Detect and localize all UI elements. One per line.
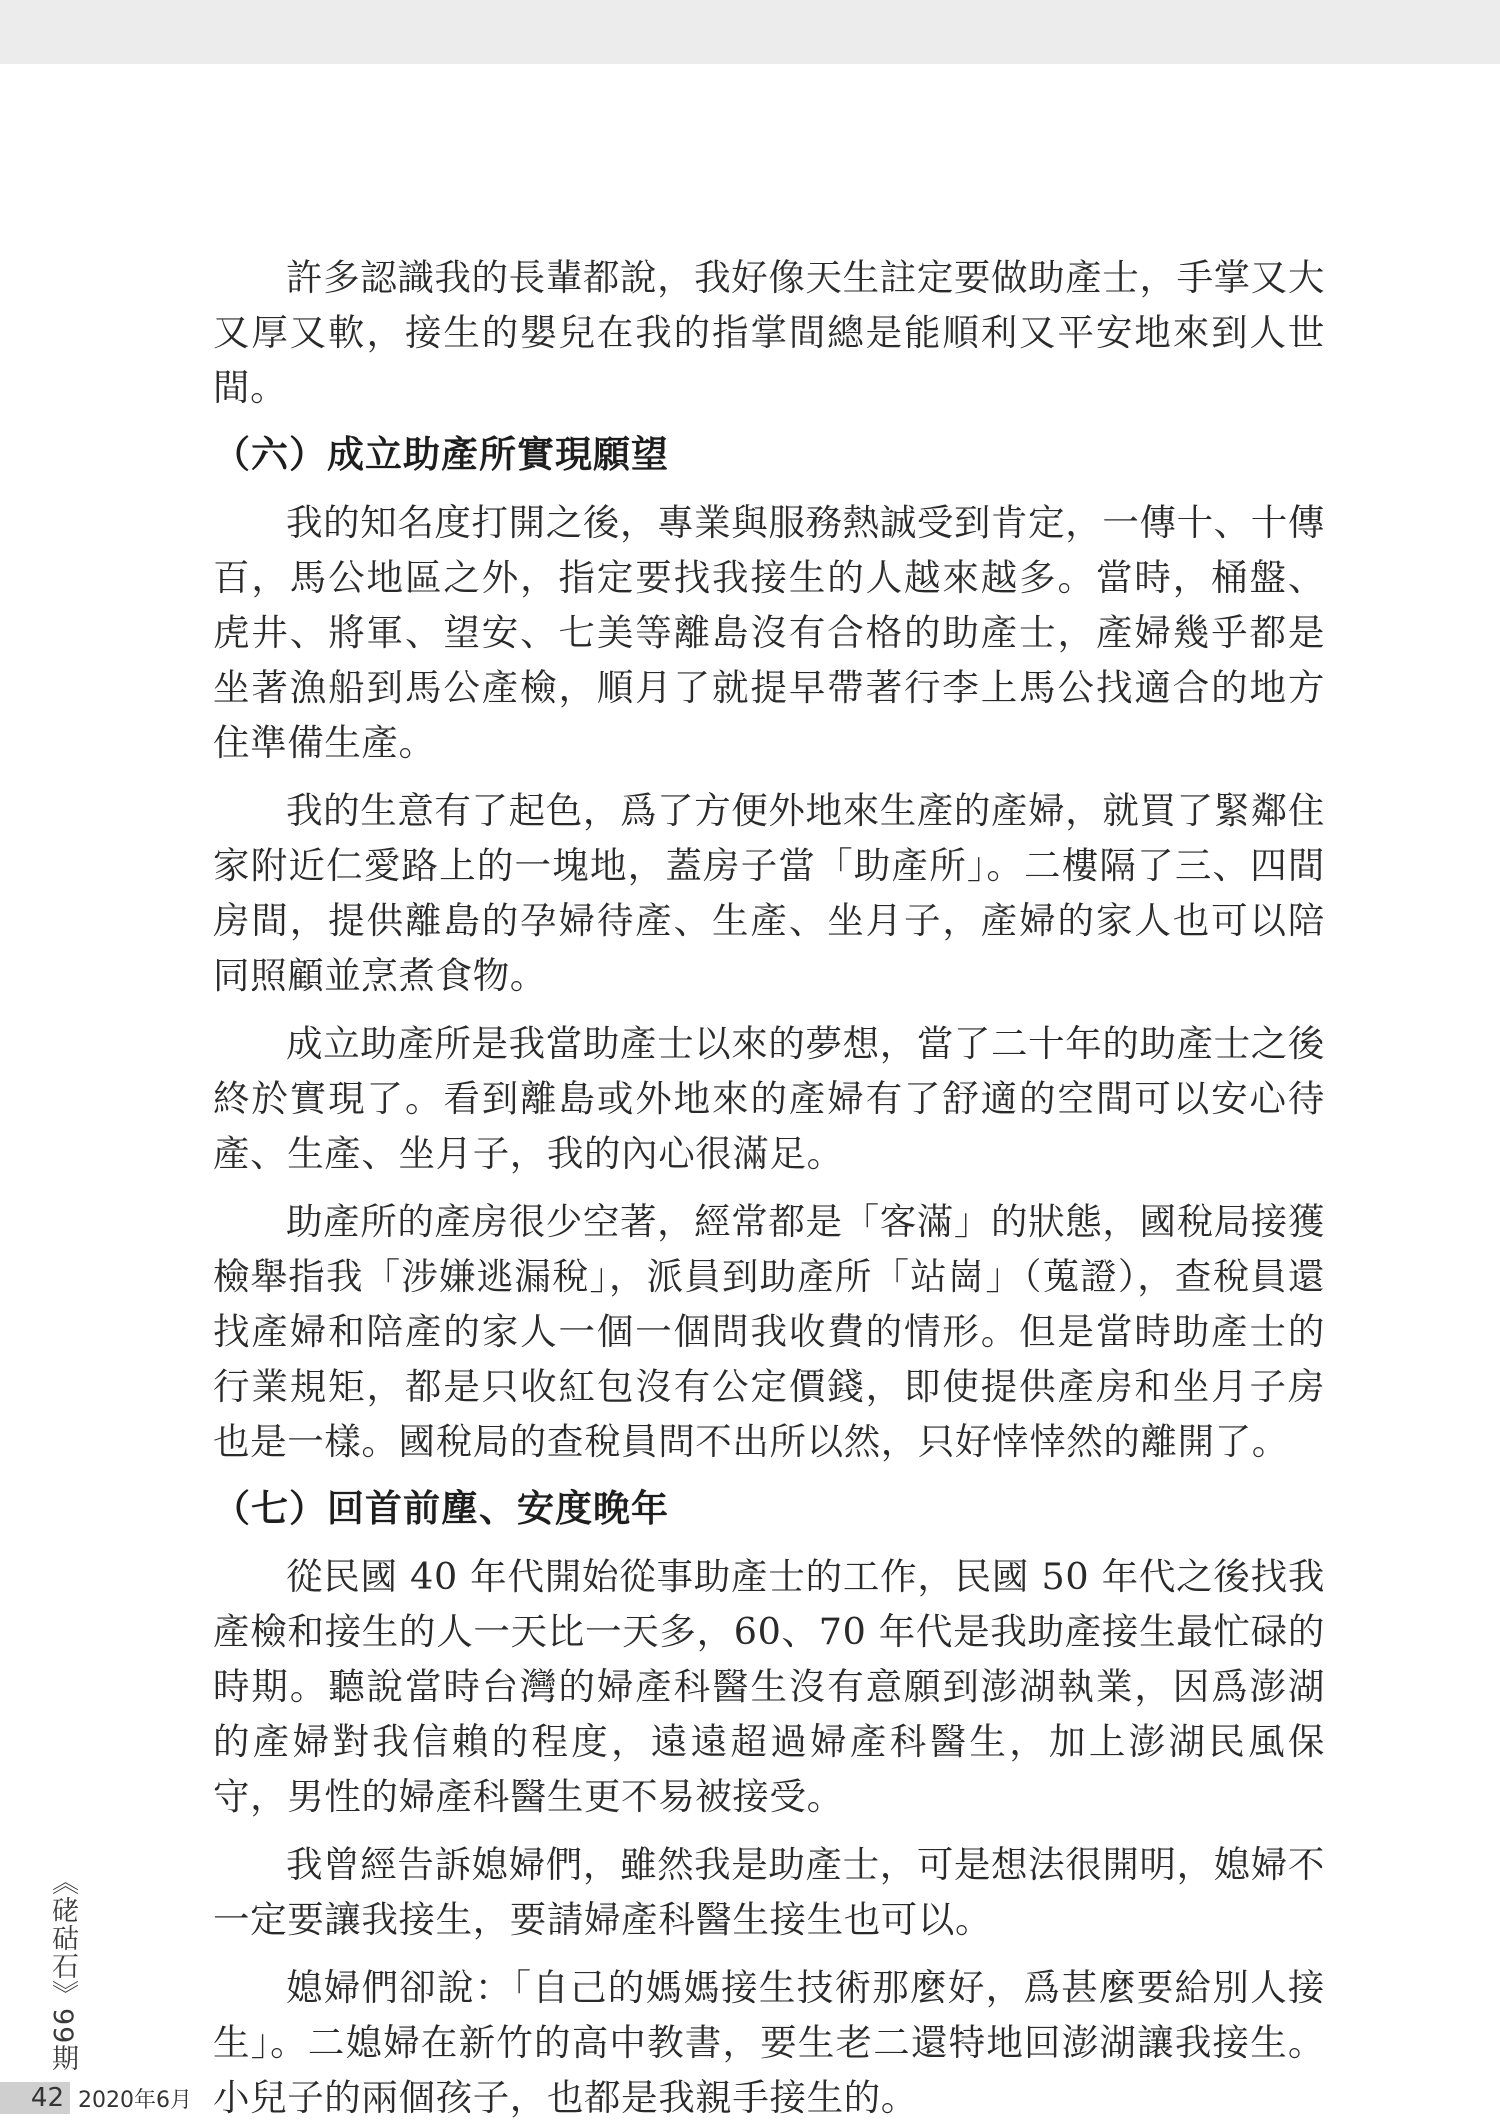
section-heading-7: （七）回首前塵、安度晚年 xyxy=(213,1487,669,1530)
page-number: 42 xyxy=(0,2082,70,2114)
article-body xyxy=(213,250,1325,2125)
section-heading-6: （六）成立助產所實現願望 xyxy=(213,433,669,476)
paragraph: 助產所的產房很少空著，經常都是「客滿」的狀態，國稅局接獲檢舉指我「涉嫌逃漏稅」，派員到助產所「站崗」（蒐證），查稅員還找產婦和陪產的家人一個一個問我收費的情形。但是當時助產士的行業規矩，都是只收紅包沒有公定價錢，即使提供產房和坐月子房也是一樣。國稅局的查稅員問不出所以然，只好悻悻然的離開了。 xyxy=(213,1200,1325,1463)
paragraph: 許多認識我的長輩都說，我好像天生註定要做助產士，手掌又大又厚又軟，接生的嬰兒在我的指掌間總是能順利又平安地來到人世間。 xyxy=(213,256,1325,409)
paragraph: 媳婦們卻說：「自己的媽媽接生技術那麼好，爲甚麼要給別人接生」。二媳婦在新竹的高中教書，要生老二還特地回澎湖讓我接生。小兒子的兩個孩子，也都是我親手接生的。 xyxy=(213,1966,1325,2119)
paragraph: 從民國 40 年代開始從事助產士的工作，民國 50 年代之後找我產檢和接生的人一天比一天多，60、70 年代是我助產接生最忙碌的時期。聽說當時台灣的婦產科醫生沒有意願到澎湖執業，因爲澎湖的產婦對我信賴的程度，遠遠超過婦產科醫生，加上澎湖民風保守，男性的婦產科醫生更不易被接受。 xyxy=(213,1555,1325,1818)
scan-margin-top xyxy=(0,0,1500,64)
journal-title-vertical: 《硓𥑮石》99期 xyxy=(47,1868,78,2073)
paragraph: 我的生意有了起色，爲了方便外地來生產的產婦，就買了緊鄰住家附近仁愛路上的一塊地，蓋房子當「助產所」。二樓隔了三、四間房間，提供離島的孕婦待產、生產、坐月子，產婦的家人也可以陪同照顧並烹煮食物。 xyxy=(213,789,1325,997)
paragraph: 成立助產所是我當助產士以來的夢想，當了二十年的助產士之後終於實現了。看到離島或外地來的產婦有了舒適的空間可以安心待產、生產、坐月子，我的內心很滿足。 xyxy=(213,1022,1325,1175)
page-footer xyxy=(0,2078,192,2118)
paragraph: 我的知名度打開之後，專業與服務熱誠受到肯定，一傳十、十傳百，馬公地區之外，指定要找我接生的人越來越多。當時，桶盤、虎井、將軍、望安、七美等離島沒有合格的助產士，產婦幾乎都是坐著漁船到馬公產檢，順月了就提早帶著行李上馬公找適合的地方住準備生產。 xyxy=(213,501,1325,764)
issue-date: 2020年6月 xyxy=(78,2087,192,2113)
paragraph: 我曾經告訴媳婦們，雖然我是助產士，可是想法很開明，媳婦不一定要讓我接生，要請婦產科醫生接生也可以。 xyxy=(213,1843,1325,1941)
